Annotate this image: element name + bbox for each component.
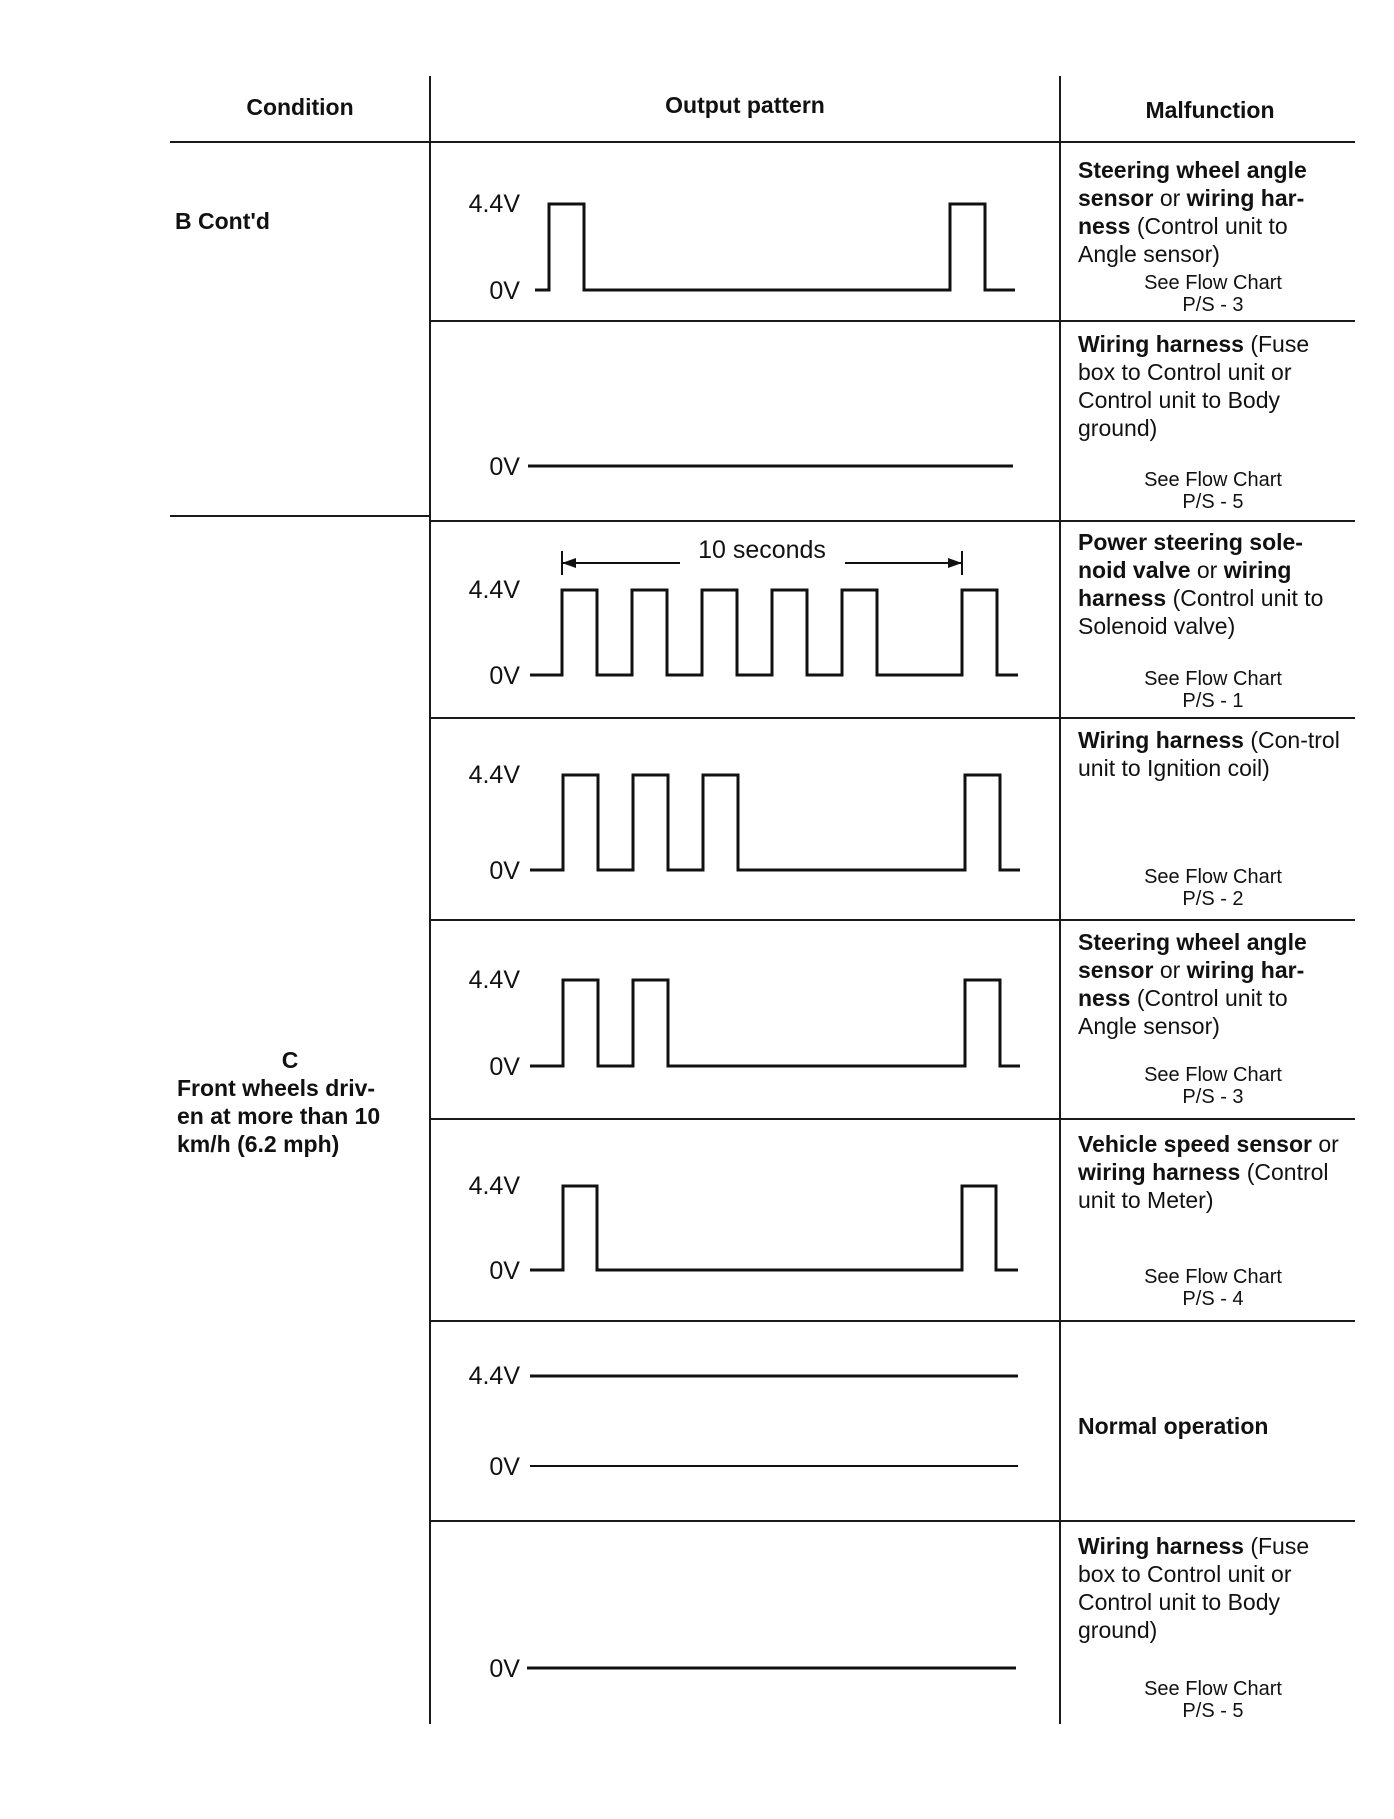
- condition-c-detail-3: km/h (6.2 mph): [177, 1131, 340, 1157]
- malfunction-text: wiring har-ness: [1078, 957, 1305, 1011]
- pulse-waveform: [530, 1186, 1018, 1270]
- malfunction-text: wiring har-ness: [1078, 185, 1305, 239]
- flow-chart-label: See Flow Chart: [1144, 1266, 1282, 1288]
- voltage-label-low: 0V: [489, 1257, 520, 1285]
- pulse-waveform: [535, 204, 1015, 290]
- pulse-waveform: [530, 980, 1020, 1066]
- condition-c-label: C: [281, 1047, 299, 1073]
- condition-b-label: B Cont'd: [175, 208, 270, 234]
- malfunction-text: Normal operation: [1078, 1413, 1269, 1439]
- flow-chart-label: See Flow Chart: [1144, 469, 1282, 491]
- voltage-label-low: 0V: [489, 277, 520, 305]
- malfunction-text: or: [1153, 185, 1187, 211]
- flow-chart-code: P/S - 3: [1182, 294, 1244, 316]
- flow-chart-label: See Flow Chart: [1144, 668, 1282, 690]
- flow-chart-label: See Flow Chart: [1144, 866, 1282, 888]
- voltage-label-high: 4.4V: [468, 1172, 520, 1200]
- flow-chart-code: P/S - 4: [1182, 1288, 1244, 1310]
- pulse-waveform: [530, 590, 1018, 675]
- voltage-label-low: 0V: [489, 1453, 520, 1481]
- flow-chart-label: See Flow Chart: [1144, 1064, 1282, 1086]
- voltage-label-low: 0V: [489, 1655, 520, 1683]
- malfunction-text: Steering wheel angle sensor: [1078, 157, 1307, 211]
- malfunction-text: wiring harness: [1078, 1159, 1241, 1185]
- malfunction-text: Wiring harness: [1078, 1533, 1244, 1559]
- flow-chart-code: P/S - 1: [1182, 690, 1244, 712]
- pulse-waveform: [530, 775, 1020, 870]
- voltage-label-low: 0V: [489, 857, 520, 885]
- condition-c-detail-1: Front wheels driv-: [177, 1075, 376, 1101]
- malfunction-text: Steering wheel angle sensor: [1078, 929, 1307, 983]
- malfunction-text: Wiring harness: [1078, 727, 1244, 753]
- flow-chart-label: See Flow Chart: [1144, 1678, 1282, 1700]
- malfunction-text: (Control unit to Meter): [1078, 1159, 1329, 1213]
- voltage-label-high: 4.4V: [468, 966, 520, 994]
- voltage-label-low: 0V: [489, 1053, 520, 1081]
- voltage-label-low: 0V: [489, 453, 520, 481]
- condition-c-detail-2: en at more than 10: [177, 1103, 381, 1129]
- malfunction-text: wiring harness: [1078, 557, 1292, 611]
- header-output-pattern: Output pattern: [665, 92, 825, 118]
- malfunction-text: (Control unit to Angle sensor): [1078, 985, 1288, 1039]
- malfunction-text: (Control unit to Angle sensor): [1078, 213, 1288, 267]
- voltage-label-high: 4.4V: [468, 761, 520, 789]
- header-condition: Condition: [246, 94, 354, 120]
- malfunction-text: Power steering sole-noid valve: [1078, 529, 1303, 583]
- flow-chart-label: See Flow Chart: [1144, 272, 1282, 294]
- malfunction-text: (Fuse box to Control unit or Control unit to Body ground): [1078, 331, 1310, 441]
- voltage-label-high: 4.4V: [468, 190, 520, 218]
- voltage-label-high: 4.4V: [468, 1362, 520, 1390]
- duration-label: 10 seconds: [698, 536, 826, 564]
- malfunction-text: (Fuse box to Control unit or Control unit to Body ground): [1078, 1533, 1310, 1643]
- malfunction-text: or: [1153, 957, 1187, 983]
- malfunction-text: Vehicle speed sensor: [1078, 1131, 1312, 1157]
- duration-arrow-left: [562, 558, 576, 568]
- malfunction-text: Wiring harness: [1078, 331, 1244, 357]
- voltage-label-high: 4.4V: [468, 576, 520, 604]
- voltage-label-low: 0V: [489, 662, 520, 690]
- flow-chart-code: P/S - 3: [1182, 1086, 1244, 1108]
- duration-arrow-right: [948, 558, 962, 568]
- flow-chart-code: P/S - 5: [1182, 1700, 1244, 1722]
- malfunction-text: or: [1311, 1131, 1339, 1157]
- flow-chart-code: P/S - 2: [1182, 888, 1244, 910]
- malfunction-text: or: [1190, 557, 1224, 583]
- malfunction-text: (Con-trol unit to Ignition coil): [1078, 727, 1340, 781]
- flow-chart-code: P/S - 5: [1182, 491, 1244, 513]
- malfunction-text: (Control unit to Solenoid valve): [1078, 585, 1324, 639]
- header-malfunction: Malfunction: [1145, 97, 1275, 123]
